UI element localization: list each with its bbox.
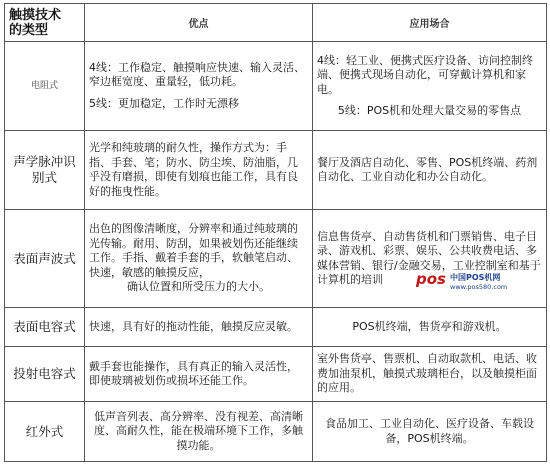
applications-text: 4线：轻工业、便携式医疗设备、访问控制终端、便携式现场自动化，可穿戴计算机和家电。 — [317, 53, 533, 96]
watermark-logo: pos — [416, 270, 446, 288]
header-applications: 应用场合 — [313, 4, 547, 42]
advantages-cell — [85, 131, 313, 210]
advantages-cell — [85, 308, 313, 347]
applications-cell — [313, 308, 547, 347]
applications-cell — [313, 131, 547, 210]
applications-text: 5线：POS机和处理大量交易的零售点 — [337, 104, 522, 117]
applications-cell — [313, 347, 547, 402]
table-row — [5, 308, 547, 347]
advantages-cell — [85, 402, 313, 462]
type-cell: 表面声波式 — [5, 210, 85, 308]
touch-technology-table — [4, 3, 547, 462]
type-cell: 投射电容式 — [5, 347, 85, 402]
watermark-url: www.pos580.com — [450, 283, 508, 291]
advantages-text: 4线：工作稳定、触摸响应快速、输入灵活、窄边框宽度、重量轻，低功耗。 — [89, 60, 305, 89]
applications-text: 信息售货亭、自动售货机和门票销售、电子目录、游戏机、彩票、娱乐、公共收费电话、多媒体营销、银行/金融交易，工业控制室和基于计算机的培训 — [317, 229, 541, 286]
advantages-text: 快速，具有好的拖动性能，触摸反应灵敏。 — [89, 319, 298, 333]
advantages-text: 戴手套也能操作，具有真正的输入灵活性，即使玻璃被划伤或损坏还能工作。 — [89, 359, 298, 387]
advantages-text: 出色的图像清晰度，分辨率和通过纯玻璃的光传输。耐用、防刮，如果被划伤还能继续工作。手指、戴着手套的手，软触笔启动、快速，敏感的触摸反应， — [89, 222, 298, 279]
table-row — [5, 131, 547, 210]
applications-text: 室外售货亭、售票机、自动取款机、电话、收费加油泵机，触摸式玻璃柜台，以及触摸柜面的应用。 — [317, 352, 537, 395]
header-advantages: 优点 — [85, 4, 313, 42]
header-type: 触摸技术 的类型 — [5, 4, 85, 42]
watermark-name: 中国POS机网 — [450, 273, 501, 282]
advantages-cell — [85, 347, 313, 402]
applications-cell — [313, 42, 547, 131]
applications-text: POS机终端，售货亭和游戏机。 — [352, 319, 507, 333]
applications-text: 餐厅及酒店自动化、零售、POS机终端、药剂自动化、工业自动化和办公自动化。 — [317, 155, 538, 183]
type-cell: 声学脉冲识别式 — [5, 131, 85, 210]
table-row — [5, 42, 547, 131]
advantages-cell — [85, 42, 313, 131]
table-row — [5, 347, 547, 402]
type-cell: 电阻式 — [5, 42, 85, 131]
type-cell: 表面电容式 — [5, 308, 85, 347]
advantages-text: 5线：更加稳定，工作时无漂移 — [89, 96, 239, 110]
advantages-text: 低声音列表、高分辨率、没有视差、高清晰度、高耐久性，能在极端环境下工作，多触摸功能。 — [94, 409, 303, 452]
applications-cell — [313, 402, 547, 462]
applications-text: 食品加工、工业自动化、医疗设备、车载设备，POS机终端。 — [325, 417, 534, 445]
advantages-text: 光学和纯玻璃的耐久性，操作方式为：手指、手套、笔；防水、防尘埃、防油脂，几乎没有磨损，即使有划痕也能工作，具有良好的拖曳性能。 — [89, 141, 298, 198]
site-watermark — [416, 268, 508, 302]
header-row — [5, 4, 547, 42]
table-row — [5, 402, 547, 462]
advantages-cell — [85, 210, 313, 308]
type-cell: 红外式 — [5, 402, 85, 462]
advantages-text: 确认位置和所受压力的大小。 — [127, 280, 270, 294]
